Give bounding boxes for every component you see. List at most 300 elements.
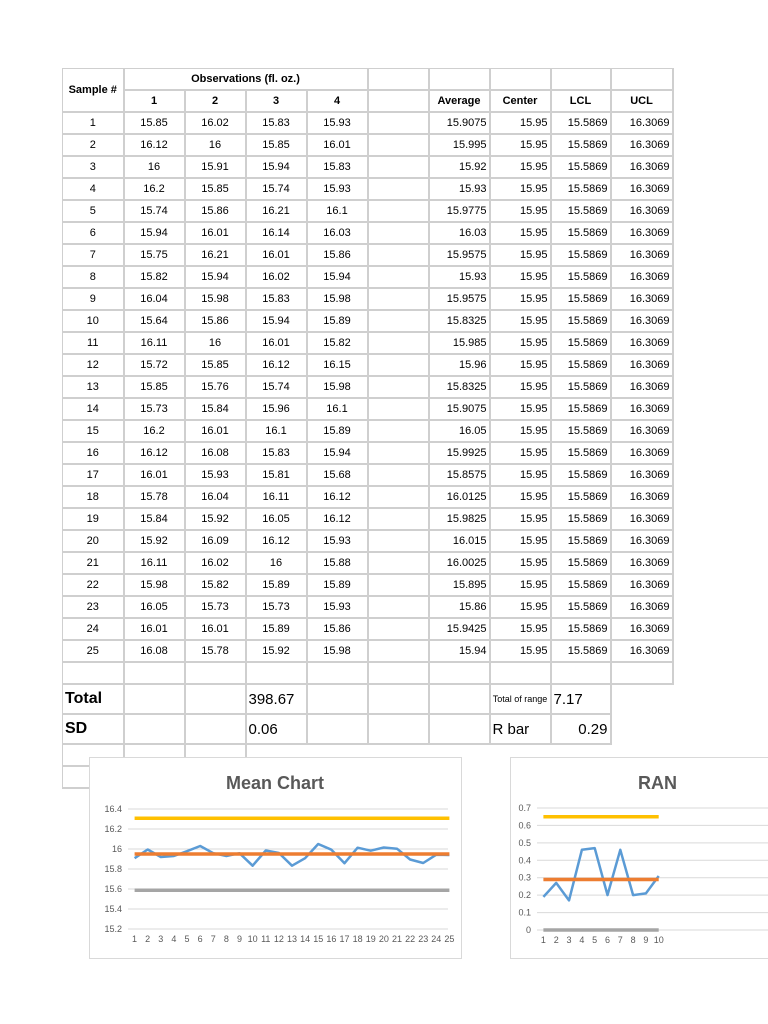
observation-cell: 15.98 (185, 288, 246, 310)
empty-cell (429, 684, 490, 714)
observation-cell: 16.11 (246, 486, 307, 508)
observation-cell: 15.83 (307, 156, 368, 178)
empty-cell (185, 662, 246, 684)
observation-cell: 15.64 (124, 310, 185, 332)
observation-cell: 16.09 (185, 530, 246, 552)
x-tick-label: 2 (553, 935, 559, 945)
range-chart-svg (511, 758, 768, 958)
sample-number-cell: 24 (63, 618, 124, 640)
observation-cell: 15.68 (307, 464, 368, 486)
x-tick-label: 22 (405, 934, 416, 944)
observation-cell: 15.83 (246, 442, 307, 464)
average-cell: 15.9575 (429, 288, 490, 310)
observation-cell: 15.89 (246, 618, 307, 640)
sample-number-cell: 11 (63, 332, 124, 354)
empty-cell (368, 90, 429, 112)
center-cell: 15.95 (490, 376, 551, 398)
observation-cell: 16.01 (185, 420, 246, 442)
observation-cell: 15.85 (185, 178, 246, 200)
sample-number-cell: 1 (63, 112, 124, 134)
observation-cell: 15.82 (124, 266, 185, 288)
table-row (63, 420, 673, 442)
center-cell: 15.95 (490, 200, 551, 222)
empty-cell (368, 552, 429, 574)
obs-col-header: 4 (307, 90, 368, 112)
x-tick-label: 9 (643, 935, 649, 945)
x-tick-label: 3 (566, 935, 572, 945)
observation-cell: 15.82 (307, 332, 368, 354)
empty-cell (124, 714, 185, 744)
total-value: 398.67 (246, 684, 307, 714)
observation-cell: 15.94 (307, 442, 368, 464)
empty-cell (246, 662, 307, 684)
empty-cell (490, 662, 551, 684)
ucl-cell: 16.3069 (611, 442, 673, 464)
ucl-cell: 16.3069 (611, 618, 673, 640)
empty-cell (124, 662, 185, 684)
empty-cell (185, 684, 246, 714)
ucl-cell: 16.3069 (611, 376, 673, 398)
observation-cell: 15.86 (307, 618, 368, 640)
x-tick-label: 9 (237, 934, 243, 944)
observation-cell: 15.91 (185, 156, 246, 178)
observation-cell: 16 (185, 332, 246, 354)
y-tick-label: 0.7 (518, 803, 531, 813)
empty-cell (124, 684, 185, 714)
empty-cell (368, 354, 429, 376)
empty-cell (368, 486, 429, 508)
center-cell: 15.95 (490, 552, 551, 574)
table-row (63, 376, 673, 398)
x-tick-label: 3 (158, 934, 164, 944)
observation-cell: 16.05 (124, 596, 185, 618)
empty-cell (368, 640, 429, 662)
obs-col-header: 1 (124, 90, 185, 112)
observation-cell: 16 (185, 134, 246, 156)
empty-cell (368, 134, 429, 156)
empty-cell (611, 69, 673, 91)
x-tick-label: 8 (223, 934, 229, 944)
observation-cell: 15.73 (124, 398, 185, 420)
x-tick-label: 10 (653, 935, 664, 945)
observation-cell: 15.78 (124, 486, 185, 508)
observation-cell: 16.15 (307, 354, 368, 376)
observation-cell: 16.01 (246, 244, 307, 266)
x-tick-label: 7 (210, 934, 216, 944)
observation-cell: 15.96 (246, 398, 307, 420)
sample-number-cell: 4 (63, 178, 124, 200)
observation-cell: 16.02 (185, 552, 246, 574)
lcl-cell: 15.5869 (551, 640, 611, 662)
center-cell: 15.95 (490, 332, 551, 354)
x-tick-label: 7 (617, 935, 623, 945)
observation-cell: 16.02 (246, 266, 307, 288)
sample-number-cell: 19 (63, 508, 124, 530)
total-range-label: Total of range (490, 684, 551, 714)
x-tick-label: 4 (171, 934, 177, 944)
observation-cell: 16.12 (246, 530, 307, 552)
x-tick-label: 2 (145, 934, 151, 944)
average-cell: 16.03 (429, 222, 490, 244)
y-tick-label: 16.4 (104, 804, 122, 814)
lcl-cell: 15.5869 (551, 134, 611, 156)
observation-cell: 15.83 (246, 112, 307, 134)
observation-cell: 15.84 (185, 398, 246, 420)
average-cell: 15.995 (429, 134, 490, 156)
sample-number-cell: 2 (63, 134, 124, 156)
center-cell: 15.95 (490, 178, 551, 200)
table-row (63, 596, 673, 618)
average-cell: 15.86 (429, 596, 490, 618)
observation-cell: 15.74 (246, 178, 307, 200)
observation-cell: 15.93 (185, 464, 246, 486)
observation-cell: 16.12 (124, 134, 185, 156)
table-row (63, 112, 673, 134)
table-row (63, 310, 673, 332)
observation-cell: 16.04 (185, 486, 246, 508)
average-cell: 15.895 (429, 574, 490, 596)
observation-cell: 16.2 (124, 178, 185, 200)
average-cell: 15.93 (429, 178, 490, 200)
empty-cell (429, 662, 490, 684)
x-tick-label: 1 (132, 934, 138, 944)
ucl-cell: 16.3069 (611, 508, 673, 530)
x-tick-label: 14 (300, 934, 311, 944)
sample-number-cell: 18 (63, 486, 124, 508)
center-header: Center (490, 90, 551, 112)
empty-cell (368, 332, 429, 354)
sd-row (63, 714, 673, 744)
observation-cell: 15.76 (185, 376, 246, 398)
sample-number-cell: 14 (63, 398, 124, 420)
center-cell: 15.95 (490, 596, 551, 618)
observation-cell: 16.01 (307, 134, 368, 156)
observation-cell: 15.86 (307, 244, 368, 266)
table-row (63, 156, 673, 178)
x-tick-label: 6 (197, 934, 203, 944)
ucl-cell: 16.3069 (611, 112, 673, 134)
observation-cell: 15.89 (307, 574, 368, 596)
lcl-cell: 15.5869 (551, 464, 611, 486)
table-row (63, 332, 673, 354)
observation-cell: 15.89 (307, 420, 368, 442)
total-label: Total (63, 684, 124, 714)
observation-cell: 16.12 (124, 442, 185, 464)
table-row (63, 486, 673, 508)
center-cell: 15.95 (490, 464, 551, 486)
center-cell: 15.95 (490, 530, 551, 552)
lcl-cell: 15.5869 (551, 112, 611, 134)
table-row (63, 354, 673, 376)
ucl-cell: 16.3069 (611, 134, 673, 156)
observation-cell: 16 (124, 156, 185, 178)
observation-cell: 15.85 (246, 134, 307, 156)
sample-number-cell: 6 (63, 222, 124, 244)
y-tick-label: 0.1 (518, 907, 531, 918)
sample-number-cell: 7 (63, 244, 124, 266)
ucl-cell: 16.3069 (611, 420, 673, 442)
center-cell: 15.95 (490, 244, 551, 266)
empty-cell (551, 69, 611, 91)
observation-cell: 15.74 (246, 376, 307, 398)
lcl-cell: 15.5869 (551, 486, 611, 508)
average-cell: 16.0125 (429, 486, 490, 508)
observation-cell: 15.93 (307, 178, 368, 200)
sample-number-cell: 3 (63, 156, 124, 178)
observation-cell: 15.75 (124, 244, 185, 266)
lcl-cell: 15.5869 (551, 420, 611, 442)
x-tick-label: 19 (365, 934, 376, 944)
observation-cell: 15.86 (185, 200, 246, 222)
observation-cell: 16.04 (124, 288, 185, 310)
empty-cell (368, 618, 429, 640)
observation-cell: 15.73 (246, 596, 307, 618)
table-row (63, 266, 673, 288)
center-cell: 15.95 (490, 398, 551, 420)
table-row (63, 244, 673, 266)
ucl-cell: 16.3069 (611, 464, 673, 486)
obs-col-header: 3 (246, 90, 307, 112)
lcl-cell: 15.5869 (551, 596, 611, 618)
observation-cell: 15.82 (185, 574, 246, 596)
observation-cell: 16.02 (185, 112, 246, 134)
empty-cell (429, 714, 490, 744)
empty-cell (368, 442, 429, 464)
empty-cell (368, 310, 429, 332)
observation-cell: 15.98 (307, 640, 368, 662)
observation-cell: 15.92 (124, 530, 185, 552)
observation-cell: 15.81 (246, 464, 307, 486)
empty-cell (368, 662, 429, 684)
empty-cell (63, 662, 124, 684)
average-cell: 15.8325 (429, 310, 490, 332)
table-row (63, 618, 673, 640)
lcl-cell: 15.5869 (551, 552, 611, 574)
mean-chart-svg (90, 758, 461, 958)
lcl-cell: 15.5869 (551, 354, 611, 376)
empty-cell (490, 69, 551, 91)
average-cell: 15.9825 (429, 508, 490, 530)
x-tick-label: 13 (286, 934, 298, 944)
y-tick-label: 16.2 (104, 824, 122, 834)
observation-cell: 16.21 (246, 200, 307, 222)
ucl-cell: 16.3069 (611, 640, 673, 662)
x-tick-label: 11 (261, 934, 271, 944)
x-tick-label: 25 (444, 934, 455, 944)
empty-cell (368, 156, 429, 178)
ucl-cell: 16.3069 (611, 244, 673, 266)
center-cell: 15.95 (490, 288, 551, 310)
ucl-cell: 16.3069 (611, 354, 673, 376)
sample-header: Sample # (63, 69, 124, 113)
observation-cell: 15.88 (307, 552, 368, 574)
average-cell: 15.94 (429, 640, 490, 662)
observation-cell: 15.94 (246, 310, 307, 332)
center-cell: 15.95 (490, 420, 551, 442)
empty-cell (368, 464, 429, 486)
y-tick-label: 15.6 (104, 884, 122, 894)
sample-number-cell: 23 (63, 596, 124, 618)
table-row (63, 640, 673, 662)
x-tick-label: 24 (431, 934, 442, 944)
table-row (63, 178, 673, 200)
empty-cell (307, 714, 368, 744)
lcl-header: LCL (551, 90, 611, 112)
empty-cell (368, 530, 429, 552)
empty-cell (368, 266, 429, 288)
sample-number-cell: 5 (63, 200, 124, 222)
observation-cell: 16.2 (124, 420, 185, 442)
sample-number-cell: 16 (63, 442, 124, 464)
sample-number-cell: 22 (63, 574, 124, 596)
y-tick-label: 0.2 (518, 890, 531, 901)
center-cell: 15.95 (490, 266, 551, 288)
ucl-cell: 16.3069 (611, 530, 673, 552)
lcl-cell: 15.5869 (551, 222, 611, 244)
average-header: Average (429, 90, 490, 112)
ucl-cell: 16.3069 (611, 486, 673, 508)
lcl-cell: 15.5869 (551, 508, 611, 530)
average-cell: 15.9775 (429, 200, 490, 222)
x-tick-label: 21 (391, 934, 402, 944)
table-row (63, 222, 673, 244)
chart-title: Mean Chart (225, 773, 325, 793)
sample-number-cell: 15 (63, 420, 124, 442)
observation-cell: 16.12 (307, 508, 368, 530)
rbar-label: R bar (490, 714, 551, 744)
sample-number-cell: 25 (63, 640, 124, 662)
lcl-cell: 15.5869 (551, 332, 611, 354)
lcl-cell: 15.5869 (551, 618, 611, 640)
table-row (63, 200, 673, 222)
x-tick-label: 18 (352, 934, 363, 944)
sample-number-cell: 9 (63, 288, 124, 310)
observation-cell: 15.85 (124, 112, 185, 134)
observation-cell: 16.08 (124, 640, 185, 662)
x-tick-label: 23 (418, 934, 429, 944)
table-row (63, 442, 673, 464)
y-tick-label: 15.8 (104, 864, 122, 874)
observation-cell: 16.01 (185, 618, 246, 640)
obs-col-header: 2 (185, 90, 246, 112)
observation-cell: 15.72 (124, 354, 185, 376)
average-cell: 15.9075 (429, 112, 490, 134)
observation-cell: 15.89 (246, 574, 307, 596)
observation-cell: 15.93 (307, 596, 368, 618)
ucl-cell: 16.3069 (611, 574, 673, 596)
empty-cell (368, 574, 429, 596)
y-tick-label: 15.4 (104, 904, 122, 914)
x-tick-label: 5 (184, 934, 190, 944)
average-cell: 15.985 (429, 332, 490, 354)
ucl-cell: 16.3069 (611, 288, 673, 310)
x-tick-label: 10 (247, 934, 258, 944)
empty-cell (368, 288, 429, 310)
ucl-cell: 16.3069 (611, 398, 673, 420)
ucl-cell: 16.3069 (611, 310, 673, 332)
observation-cell: 16.01 (185, 222, 246, 244)
average-cell: 16.015 (429, 530, 490, 552)
x-tick-label: 1 (540, 935, 546, 945)
empty-cell (368, 200, 429, 222)
sample-number-cell: 17 (63, 464, 124, 486)
average-cell: 15.9575 (429, 244, 490, 266)
empty-cell (368, 596, 429, 618)
center-cell: 15.95 (490, 640, 551, 662)
observation-cell: 16.03 (307, 222, 368, 244)
empty-cell (307, 662, 368, 684)
lcl-cell: 15.5869 (551, 266, 611, 288)
observation-cell: 15.74 (124, 200, 185, 222)
rbar-value: 0.29 (551, 714, 611, 744)
sample-number-cell: 20 (63, 530, 124, 552)
y-tick-label: 0.4 (518, 855, 531, 866)
x-tick-label: 4 (579, 935, 585, 945)
empty-cell (368, 69, 429, 91)
table-row (63, 508, 673, 530)
observation-cell: 15.92 (246, 640, 307, 662)
center-cell: 15.95 (490, 354, 551, 376)
empty-cell (368, 420, 429, 442)
observation-cell: 15.85 (185, 354, 246, 376)
average-cell: 16.05 (429, 420, 490, 442)
empty-cell (429, 69, 490, 91)
observation-cell: 16.11 (124, 332, 185, 354)
ucl-cell: 16.3069 (611, 552, 673, 574)
observation-cell: 16.01 (124, 618, 185, 640)
ucl-cell: 16.3069 (611, 266, 673, 288)
observation-cell: 16.1 (307, 200, 368, 222)
empty-cell (368, 376, 429, 398)
center-cell: 15.95 (490, 574, 551, 596)
blank-row (63, 662, 673, 684)
empty-cell (368, 714, 429, 744)
table-row (63, 464, 673, 486)
table-row (63, 398, 673, 420)
observation-cell: 15.93 (307, 112, 368, 134)
empty-cell (185, 714, 246, 744)
empty-cell (551, 662, 611, 684)
lcl-cell: 15.5869 (551, 200, 611, 222)
lcl-cell: 15.5869 (551, 442, 611, 464)
average-cell: 15.9425 (429, 618, 490, 640)
table-row (63, 134, 673, 156)
observation-cell: 16 (246, 552, 307, 574)
sample-number-cell: 10 (63, 310, 124, 332)
ucl-cell: 16.3069 (611, 156, 673, 178)
sample-number-cell: 12 (63, 354, 124, 376)
empty-cell (611, 684, 673, 714)
y-tick-label: 0.5 (518, 837, 531, 848)
sd-value: 0.06 (246, 714, 307, 744)
lcl-cell: 15.5869 (551, 156, 611, 178)
ucl-cell: 16.3069 (611, 332, 673, 354)
x-tick-label: 20 (378, 934, 389, 944)
table-row (63, 530, 673, 552)
lcl-cell: 15.5869 (551, 530, 611, 552)
observation-cell: 15.86 (185, 310, 246, 332)
center-cell: 15.95 (490, 134, 551, 156)
observation-cell: 15.93 (307, 530, 368, 552)
empty-cell (368, 222, 429, 244)
observation-cell: 16.08 (185, 442, 246, 464)
total-row (63, 684, 673, 714)
center-cell: 15.95 (490, 442, 551, 464)
observation-cell: 16.01 (124, 464, 185, 486)
x-tick-label: 8 (630, 935, 636, 945)
empty-cell (368, 398, 429, 420)
sample-number-cell: 13 (63, 376, 124, 398)
